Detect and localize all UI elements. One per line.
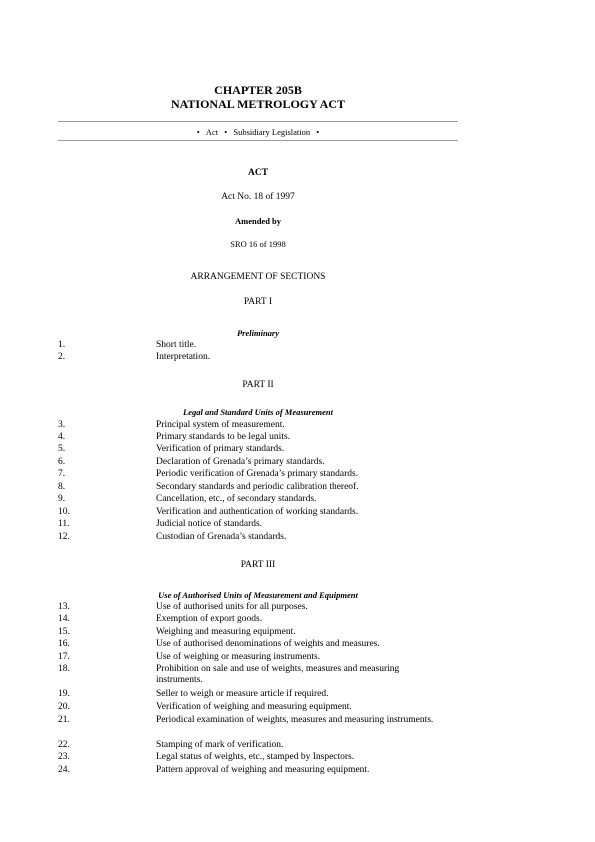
section-title: Custodian of Grenada’s standards.	[156, 532, 287, 542]
section-number: 22.	[58, 740, 70, 750]
part-3-label: PART III	[240, 560, 276, 570]
section-number: 2.	[58, 352, 66, 362]
act-title: NATIONAL METROLOGY ACT	[170, 97, 346, 111]
amended-by-label: Amended by	[234, 216, 282, 226]
section-number: 8.	[58, 482, 66, 492]
section-title: Primary standards to be legal units.	[156, 432, 291, 442]
section-number: 7.	[58, 469, 66, 479]
section-number: 1.	[58, 340, 66, 350]
section-number: 12.	[58, 532, 70, 542]
section-number: 3.	[58, 420, 66, 430]
section-number: 16.	[58, 639, 70, 649]
bottom-rule	[58, 140, 458, 141]
arrangement-heading: ARRANGEMENT OF SECTIONS	[190, 272, 326, 282]
section-title: Stamping of mark of verification.	[156, 740, 284, 750]
nav-bullet: •	[316, 127, 320, 137]
section-number: 18.	[58, 664, 70, 674]
section-title: Verification of weighing and measuring equipment.	[156, 702, 352, 712]
nav-bullet: •	[224, 127, 228, 137]
section-title: Declaration of Grenada’s primary standards.	[156, 457, 325, 467]
section-number: 19.	[58, 689, 70, 699]
section-title: Prohibition on sale and use of weights, measures and measuring instruments.	[156, 664, 400, 685]
section-title: Short title.	[156, 340, 197, 350]
section-title: Weighing and measuring equipment.	[156, 627, 296, 637]
section-number: 20.	[58, 702, 70, 712]
section-title: Principal system of measurement.	[156, 420, 285, 430]
act-number: Act No. 18 of 1997	[221, 192, 295, 202]
section-nav	[58, 127, 458, 137]
section-title: Periodic verification of Grenada’s primary standards.	[156, 469, 359, 479]
top-rule	[58, 121, 458, 122]
section-title: Judicial notice of standards.	[156, 519, 263, 529]
section-title: Verification and authentication of working standards.	[156, 507, 359, 517]
section-number: 10.	[58, 507, 70, 517]
section-number: 11.	[58, 519, 70, 529]
section-number: 15.	[58, 627, 70, 637]
act-heading: ACT	[247, 168, 269, 178]
section-title: Use of authorised denominations of weights and measures.	[156, 639, 380, 649]
section-title: Periodical examination of weights, measures and measuring instruments.	[156, 715, 434, 725]
part-1-label: PART I	[243, 297, 273, 307]
section-number: 13.	[58, 602, 70, 612]
nav-bullet: •	[196, 127, 200, 137]
section-title: Secondary standards and periodic calibration thereof.	[156, 482, 359, 492]
section-title: Seller to weigh or measure article if required.	[156, 689, 329, 699]
section-title: Use of authorised units for all purposes.	[156, 602, 308, 612]
section-title: Pattern approval of weighing and measuring equipment.	[156, 765, 370, 775]
section-title: Exemption of export goods.	[156, 614, 263, 624]
section-number: 14.	[58, 614, 70, 624]
amendment-reference: SRO 16 of 1998	[230, 239, 286, 249]
section-title: Legal status of weights, etc., stamped by Inspectors.	[156, 752, 355, 762]
section-title: Cancellation, etc., of secondary standards.	[156, 494, 317, 504]
section-number: 23.	[58, 752, 70, 762]
nav-link-act[interactable]: Act	[205, 127, 219, 137]
part-1-title: Preliminary	[236, 328, 280, 338]
section-number: 9.	[58, 494, 66, 504]
section-title: Interpretation.	[156, 352, 211, 362]
part-2-title: Legal and Standard Units of Measurement	[183, 407, 333, 417]
nav-link-subsidiary-legislation[interactable]: Subsidiary Legislation	[233, 127, 311, 137]
section-title: Verification of primary standards.	[156, 444, 285, 454]
section-title: Use of weighing or measuring instruments.	[156, 652, 321, 662]
section-number: 4.	[58, 432, 66, 442]
section-number: 21.	[58, 715, 70, 725]
section-number: 17.	[58, 652, 70, 662]
part-2-label: PART II	[242, 380, 274, 390]
section-number: 6.	[58, 457, 66, 467]
section-number: 24.	[58, 765, 70, 775]
chapter-number: CHAPTER 205B	[214, 83, 302, 97]
part-3-title: Use of Authorised Units of Measurement and Equipment	[158, 590, 358, 600]
section-number: 5.	[58, 444, 66, 454]
